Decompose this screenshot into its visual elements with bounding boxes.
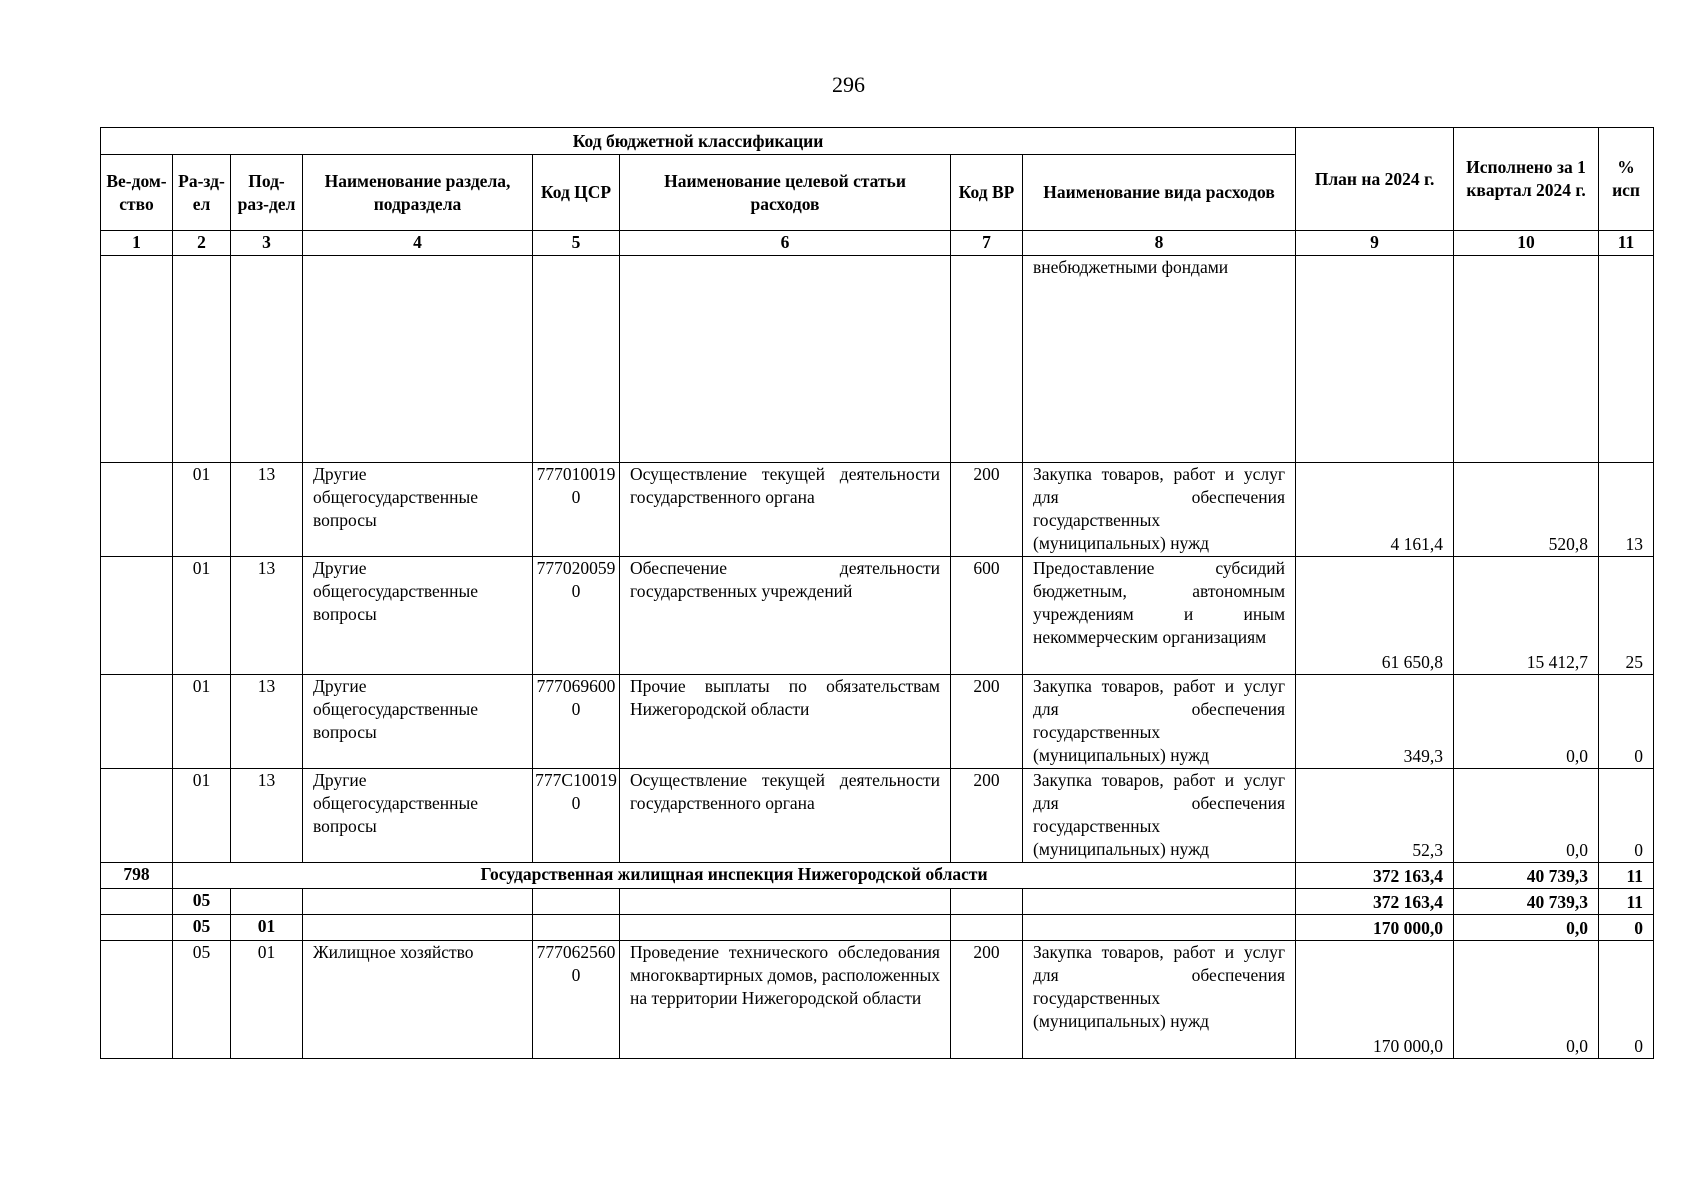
cell-csr: 7770696000 (533, 675, 620, 769)
subsection-row (101, 915, 1654, 941)
header-razdel: Ра-зд-ел (173, 155, 231, 231)
header-done: Исполнено за 1 квартал 2024 г. (1454, 128, 1599, 231)
cell-name-csr (620, 915, 951, 941)
column-number: 3 (231, 231, 303, 256)
cell-razdel: 01 (173, 675, 231, 769)
cell-name-csr: Осуществление текущей деятельности государственного органа (620, 463, 951, 557)
cell-vr (951, 915, 1023, 941)
cell-pct: 11 (1599, 863, 1654, 889)
column-number: 6 (620, 231, 951, 256)
cell-csr (533, 915, 620, 941)
cell-razdel: 05 (173, 941, 231, 1059)
table-row (101, 675, 1654, 769)
cell-pct: 0 (1599, 769, 1654, 863)
cell-name-vr (1023, 915, 1296, 941)
cell-name-csr: Прочие выплаты по обязательствам Нижегородской области (620, 675, 951, 769)
cell-vr: 600 (951, 557, 1023, 675)
cell-pct: 11 (1599, 889, 1654, 915)
cell-name-csr: Обеспечение деятельности государственных учреждений (620, 557, 951, 675)
cell-podrazdel (231, 889, 303, 915)
cell-plan: 52,3 (1296, 769, 1454, 863)
cell-razdel (173, 256, 231, 463)
cell-vr (951, 889, 1023, 915)
section-row (101, 889, 1654, 915)
cell-done: 0,0 (1454, 941, 1599, 1059)
cell-name-csr (620, 256, 951, 463)
cell-name-vr (1023, 889, 1296, 915)
cell-pct: 13 (1599, 463, 1654, 557)
cell-podrazdel: 01 (231, 941, 303, 1059)
cell-pct: 25 (1599, 557, 1654, 675)
cell-plan: 170 000,0 (1296, 941, 1454, 1059)
cell-ved (101, 915, 173, 941)
cell-name-vr: Закупка товаров, работ и услуг для обеспечения государственных (муниципальных) нужд (1023, 463, 1296, 557)
header-podrazdel: Под-раз-дел (231, 155, 303, 231)
cell-name-csr (620, 889, 951, 915)
cell-plan (1296, 256, 1454, 463)
cell-razdel: 05 (173, 889, 231, 915)
cell-done: 40 739,3 (1454, 889, 1599, 915)
cell-vr (951, 256, 1023, 463)
cell-plan: 4 161,4 (1296, 463, 1454, 557)
table-row (101, 463, 1654, 557)
column-number: 9 (1296, 231, 1454, 256)
cell-name-razdel: Другие общегосударственные вопросы (303, 769, 533, 863)
header-pct: % исп (1599, 128, 1654, 231)
column-number: 8 (1023, 231, 1296, 256)
cell-vr: 200 (951, 463, 1023, 557)
cell-name-vr: Закупка товаров, работ и услуг для обеспечения государственных (муниципальных) нужд (1023, 941, 1296, 1059)
cell-name-razdel: Другие общегосударственные вопросы (303, 675, 533, 769)
cell-name-razdel: Другие общегосударственные вопросы (303, 463, 533, 557)
cell-csr (533, 889, 620, 915)
cell-podrazdel: 13 (231, 675, 303, 769)
cell-csr: 7770200590 (533, 557, 620, 675)
agency-row (101, 863, 1654, 889)
cell-name-vr: Закупка товаров, работ и услуг для обеспечения государственных (муниципальных) нужд (1023, 769, 1296, 863)
cell-name-razdel (303, 256, 533, 463)
cell-name-vr: Закупка товаров, работ и услуг для обеспечения государственных (муниципальных) нужд (1023, 675, 1296, 769)
header-plan: План на 2024 г. (1296, 128, 1454, 231)
cell-done: 0,0 (1454, 769, 1599, 863)
header-csr: Код ЦСР (533, 155, 620, 231)
column-number: 10 (1454, 231, 1599, 256)
cell-pct: 0 (1599, 915, 1654, 941)
cell-plan: 349,3 (1296, 675, 1454, 769)
cell-done: 0,0 (1454, 915, 1599, 941)
cell-csr (533, 256, 620, 463)
column-number: 1 (101, 231, 173, 256)
cell-name-vr: Предоставление субсидий бюджетным, автономным учреждениям и иным некоммерческим организациям (1023, 557, 1296, 675)
cell-plan: 170 000,0 (1296, 915, 1454, 941)
cell-razdel: 01 (173, 463, 231, 557)
cell-name-razdel (303, 889, 533, 915)
cell-plan: 372 163,4 (1296, 889, 1454, 915)
cell-pct (1599, 256, 1654, 463)
table-row (101, 769, 1654, 863)
table-row (101, 557, 1654, 675)
cell-ved: 798 (101, 863, 173, 889)
cell-name-razdel: Другие общегосударственные вопросы (303, 557, 533, 675)
column-number: 4 (303, 231, 533, 256)
cell-ved (101, 675, 173, 769)
cell-podrazdel: 13 (231, 557, 303, 675)
header-vr: Код ВР (951, 155, 1023, 231)
cell-csr: 7770625600 (533, 941, 620, 1059)
cell-vr: 200 (951, 941, 1023, 1059)
agency-name: Государственная жилищная инспекция Нижегородской области (173, 863, 1296, 889)
column-numbers-row (101, 231, 1654, 256)
cell-done: 520,8 (1454, 463, 1599, 557)
column-number: 7 (951, 231, 1023, 256)
cell-razdel: 05 (173, 915, 231, 941)
header-name-vr: Наименование вида расходов (1023, 155, 1296, 231)
cell-csr: 777C100190 (533, 769, 620, 863)
cell-razdel: 01 (173, 769, 231, 863)
cell-ved (101, 463, 173, 557)
cell-name-csr: Проведение технического обследования многоквартирных домов, расположенных на территории Нижегородской области (620, 941, 951, 1059)
cell-pct: 0 (1599, 941, 1654, 1059)
cell-ved (101, 769, 173, 863)
cell-podrazdel: 13 (231, 769, 303, 863)
header-budget-code-group: Код бюджетной классификации (101, 128, 1296, 155)
header-name-csr: Наименование целевой статьи расходов (620, 155, 951, 231)
cell-pct: 0 (1599, 675, 1654, 769)
column-number: 2 (173, 231, 231, 256)
cell-name-csr: Осуществление текущей деятельности государственного органа (620, 769, 951, 863)
cell-done: 0,0 (1454, 675, 1599, 769)
cell-podrazdel (231, 256, 303, 463)
cell-done: 15 412,7 (1454, 557, 1599, 675)
cell-vr: 200 (951, 769, 1023, 863)
cell-ved (101, 941, 173, 1059)
cell-name-vr: внебюджетными фондами (1023, 256, 1296, 463)
cell-podrazdel: 01 (231, 915, 303, 941)
cell-name-razdel (303, 915, 533, 941)
cell-razdel: 01 (173, 557, 231, 675)
cell-vr: 200 (951, 675, 1023, 769)
cell-done (1454, 256, 1599, 463)
cell-csr: 7770100190 (533, 463, 620, 557)
budget-table (100, 127, 1654, 1059)
column-number: 5 (533, 231, 620, 256)
cell-done: 40 739,3 (1454, 863, 1599, 889)
cell-podrazdel: 13 (231, 463, 303, 557)
page-number: 296 (832, 72, 865, 97)
cell-plan: 61 650,8 (1296, 557, 1454, 675)
cell-plan: 372 163,4 (1296, 863, 1454, 889)
cell-name-razdel: Жилищное хозяйство (303, 941, 533, 1059)
table-row (101, 256, 1654, 463)
header-ved: Ве-дом-ство (101, 155, 173, 231)
table-row (101, 941, 1654, 1059)
cell-ved (101, 256, 173, 463)
header-name-razdel: Наименование раздела, подраздела (303, 155, 533, 231)
cell-ved (101, 557, 173, 675)
column-number: 11 (1599, 231, 1654, 256)
cell-ved (101, 889, 173, 915)
